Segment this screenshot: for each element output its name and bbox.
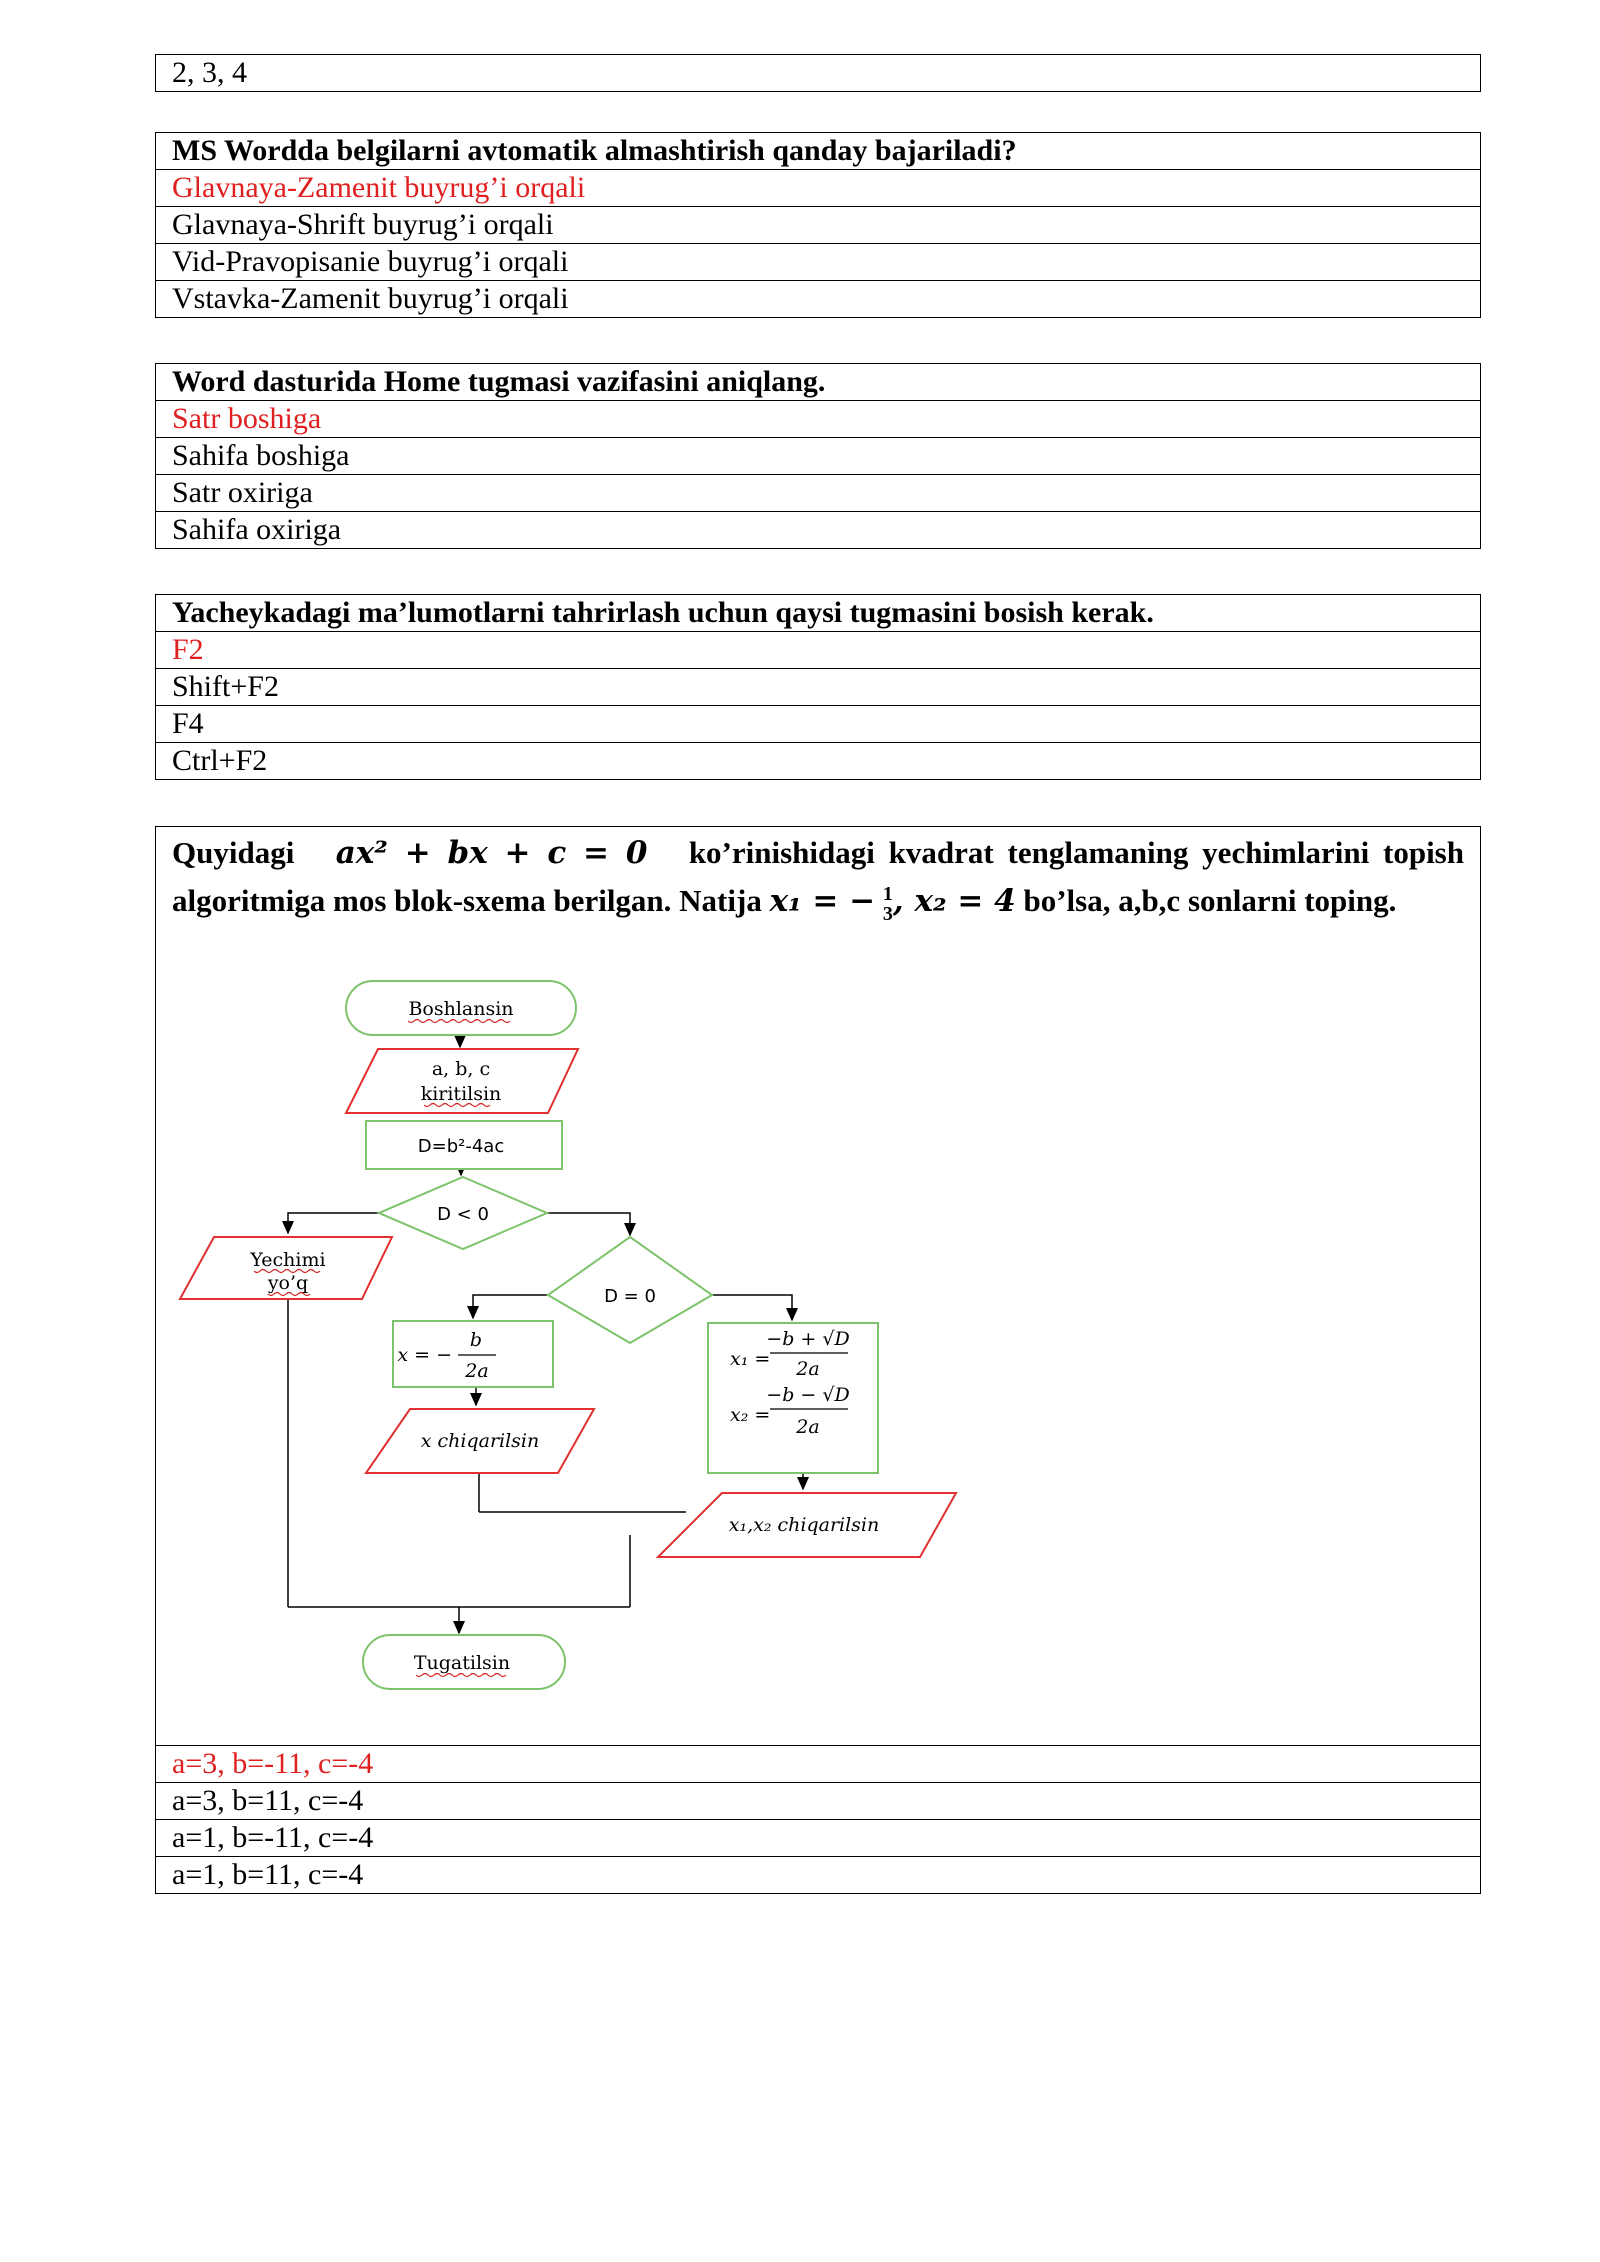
q1-question: MS Wordda belgilarni avtomatik almashtirish qanday bajariladi? (156, 133, 1481, 170)
start-label: Boshlansin (408, 998, 514, 1020)
q4-option: a=3, b=11, c=-4 (156, 1783, 1481, 1820)
x1-eq-label: x₁ = (730, 1348, 771, 1370)
q4-x2-label: , x₂ = 4 (892, 883, 1016, 919)
q2-option: Sahifa oxiriga (156, 512, 1481, 549)
q4-option-correct: a=3, b=-11, c=-4 (156, 1746, 1481, 1783)
cond1-label: D < 0 (437, 1204, 489, 1225)
flowchart-svg (156, 925, 1482, 1745)
q2-option: Satr oxiriga (156, 475, 1481, 512)
x2-den: 2a (796, 1416, 820, 1438)
q4-option: a=1, b=-11, c=-4 (156, 1820, 1481, 1857)
flowchart (156, 925, 1480, 1745)
x1-den: 2a (796, 1358, 820, 1380)
q4-x1-fraction (883, 884, 893, 924)
q4-x1-num: 1 (882, 882, 893, 905)
q1-option: Vstavka-Zamenit buyrug’i orqali (156, 281, 1481, 318)
q4-question-cell (156, 827, 1481, 1746)
q3-question: Yacheykadagi ma’lumotlarni tahrirlash uchun qaysi tugmasini bosish kerak. (156, 595, 1481, 632)
q4-question (156, 827, 1480, 925)
q1-table (155, 132, 1481, 318)
q4-table (155, 826, 1481, 1894)
cond2-label: D = 0 (604, 1286, 656, 1307)
q3-option: Shift+F2 (156, 669, 1481, 706)
x1-num: −b + √D (766, 1328, 850, 1350)
q0-option: 2, 3, 4 (156, 55, 1481, 92)
q4-text-c: bo’lsa, a,b,c sonlarni toping. (1023, 883, 1397, 918)
q2-option: Sahifa boshiga (156, 438, 1481, 475)
q0-table (155, 54, 1481, 92)
q4-text-b: ko’rinishidagi kvadrat tenglamaning yechimlarini topish algoritmiga mos blok-sxema berilgan. Natija (172, 835, 1464, 918)
single-x-label: x = − (397, 1344, 452, 1366)
q4-option: a=1, b=11, c=-4 (156, 1857, 1481, 1894)
q4-x1-den: 3 (882, 902, 893, 925)
q1-option: Vid-Pravopisanie buyrug’i orqali (156, 244, 1481, 281)
single-num: b (469, 1329, 483, 1351)
q2-question: Word dasturida Home tugmasi vazifasini aniqlang. (156, 364, 1481, 401)
x2-eq-label: x₂ = (730, 1404, 771, 1426)
no-solution-line2: yo’q (267, 1272, 309, 1294)
no-solution-line1: Yechimi (250, 1249, 326, 1271)
input-line1: a, b, c (431, 1058, 491, 1080)
q4-x1-label: x₁ = − (769, 883, 876, 919)
q4-text-a: Quyidagi (172, 835, 295, 870)
output-x-label: x chiqarilsin (420, 1430, 540, 1452)
q1-option-correct: Glavnaya-Zamenit buyrug’i orqali (156, 170, 1481, 207)
q2-table (155, 363, 1481, 549)
single-den: 2a (465, 1360, 489, 1382)
q4-equation: ax² + bx + c = 0 (335, 835, 648, 871)
q3-option: F4 (156, 706, 1481, 743)
end-label: Tugatilsin (413, 1652, 511, 1674)
q3-table (155, 594, 1481, 780)
q1-option: Glavnaya-Shrift buyrug’i orqali (156, 207, 1481, 244)
q3-option: Ctrl+F2 (156, 743, 1481, 780)
x2-num: −b − √D (766, 1384, 850, 1406)
q3-option-correct: F2 (156, 632, 1481, 669)
input-line2: kiritilsin (420, 1083, 502, 1105)
assign-label: D=b²-4ac (417, 1136, 505, 1157)
output-x12-label: x₁,x₂ chiqarilsin (728, 1514, 880, 1536)
q2-option-correct: Satr boshiga (156, 401, 1481, 438)
